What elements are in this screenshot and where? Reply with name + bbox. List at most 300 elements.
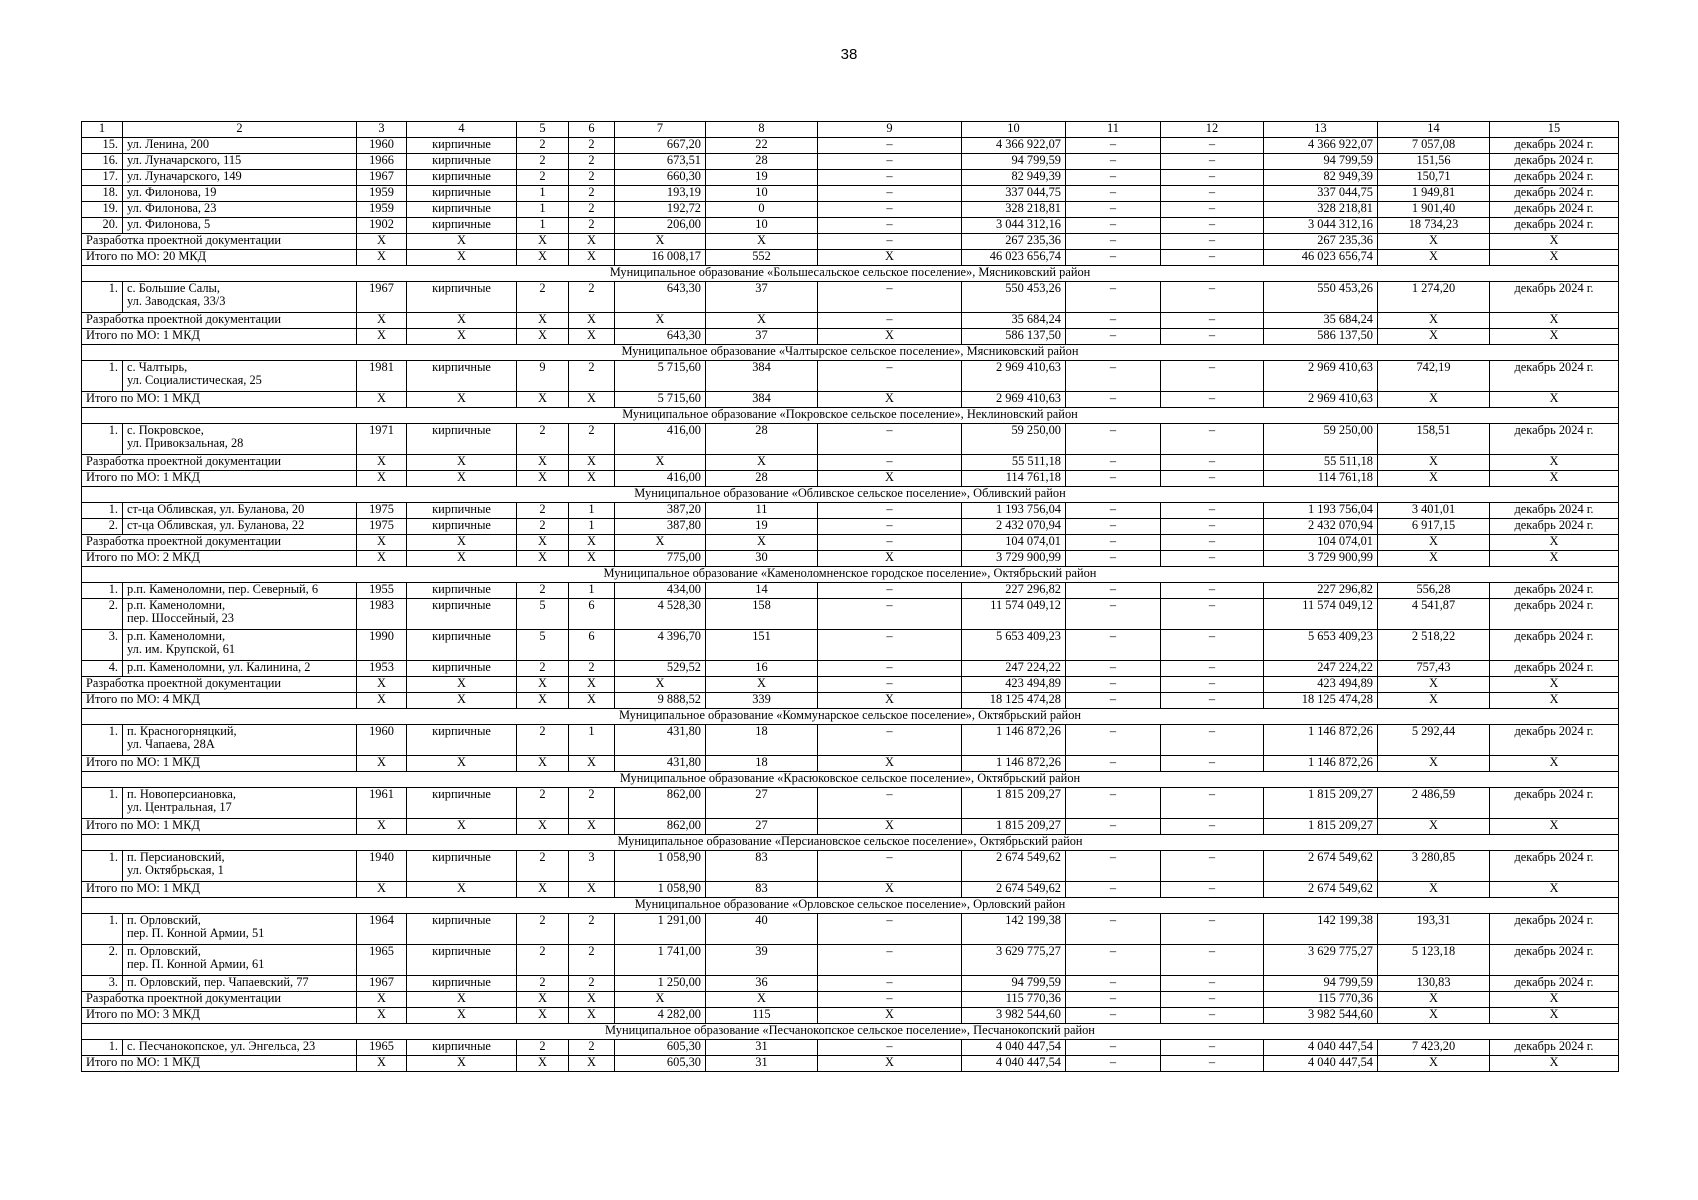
table-row	[82, 503, 1619, 519]
table-cell: декабрь 2024 г.	[1490, 218, 1619, 234]
summary-cell: 115 770,36	[962, 992, 1066, 1008]
table-cell: 1.	[82, 503, 123, 519]
table-cell: кирпичные	[407, 630, 517, 661]
table-cell: –	[818, 725, 962, 756]
table-cell: 1964	[357, 914, 407, 945]
column-number-cell: 12	[1161, 122, 1264, 138]
table-cell: 337 044,75	[1264, 186, 1378, 202]
table-cell: 643,30	[615, 282, 706, 313]
table-cell: 1953	[357, 661, 407, 677]
table-cell: 862,00	[615, 788, 706, 819]
summary-cell: X	[818, 250, 962, 266]
summary-cell: X	[1378, 992, 1490, 1008]
summary-cell: X	[569, 1008, 615, 1024]
summary-cell: 114 761,18	[1264, 471, 1378, 487]
summary-cell: 30	[706, 551, 818, 567]
table-cell: –	[1161, 851, 1264, 882]
address-cell: ул. Ленина, 200	[123, 138, 357, 154]
summary-cell: 4 040 447,54	[962, 1056, 1066, 1072]
summary-cell: 83	[706, 882, 818, 898]
summary-cell: X	[357, 234, 407, 250]
summary-cell: –	[818, 535, 962, 551]
summary-cell: X	[569, 992, 615, 1008]
table-cell: 1967	[357, 976, 407, 992]
summary-cell: X	[706, 535, 818, 551]
summary-cell: X	[569, 471, 615, 487]
table-cell: –	[1066, 503, 1161, 519]
summary-label: Итого по МО: 1 МКД	[82, 756, 357, 772]
table-cell: 83	[706, 851, 818, 882]
table-row	[82, 599, 1619, 630]
summary-cell: X	[1378, 819, 1490, 835]
table-cell: 387,80	[615, 519, 706, 535]
table-cell: –	[1161, 170, 1264, 186]
summary-cell: X	[517, 882, 569, 898]
table-cell: –	[1066, 583, 1161, 599]
table-cell: 1 193 756,04	[1264, 503, 1378, 519]
table-cell: 2 518,22	[1378, 630, 1490, 661]
address-cell: с. Большие Салы, ул. Заводская, 33/3	[123, 282, 357, 313]
address-cell: р.п. Каменоломни, пер. Северный, 6	[123, 583, 357, 599]
summary-cell: –	[1066, 329, 1161, 345]
summary-cell: X	[1378, 313, 1490, 329]
table-cell: 82 949,39	[962, 170, 1066, 186]
table-cell: 27	[706, 788, 818, 819]
table-row	[82, 630, 1619, 661]
address-cell: п. Новоперсиановка, ул. Центральная, 17	[123, 788, 357, 819]
table-cell: 2	[569, 138, 615, 154]
address-cell: с. Чалтырь, ул. Социалистическая, 25	[123, 361, 357, 392]
summary-cell: X	[569, 234, 615, 250]
data-table	[81, 121, 1619, 1072]
summary-cell: X	[357, 1008, 407, 1024]
summary-cell: 18	[706, 756, 818, 772]
table-cell: 3 044 312,16	[1264, 218, 1378, 234]
table-cell: 1 193 756,04	[962, 503, 1066, 519]
summary-cell: 27	[706, 819, 818, 835]
table-cell: кирпичные	[407, 1040, 517, 1056]
table-cell: кирпичные	[407, 218, 517, 234]
summary-row	[82, 693, 1619, 709]
summary-cell: –	[1066, 234, 1161, 250]
summary-cell: –	[1066, 455, 1161, 471]
table-cell: –	[1066, 851, 1161, 882]
table-cell: 22	[706, 138, 818, 154]
table-cell: –	[1066, 186, 1161, 202]
table-cell: кирпичные	[407, 788, 517, 819]
table-cell: 11 574 049,12	[1264, 599, 1378, 630]
summary-cell: 35 684,24	[962, 313, 1066, 329]
table-cell: 2 969 410,63	[1264, 361, 1378, 392]
table-cell: 94 799,59	[962, 154, 1066, 170]
summary-cell: –	[1066, 535, 1161, 551]
table-cell: 39	[706, 945, 818, 976]
table-cell: –	[1161, 976, 1264, 992]
summary-cell: 4 040 447,54	[1264, 1056, 1378, 1072]
summary-cell: X	[1378, 250, 1490, 266]
summary-cell: 2 969 410,63	[962, 392, 1066, 408]
summary-row	[82, 819, 1619, 835]
table-cell: 1 146 872,26	[962, 725, 1066, 756]
table-cell: 2	[517, 851, 569, 882]
table-cell: 328 218,81	[1264, 202, 1378, 218]
summary-cell: –	[1161, 329, 1264, 345]
summary-row	[82, 551, 1619, 567]
table-cell: 2 486,59	[1378, 788, 1490, 819]
table-cell: 2	[569, 361, 615, 392]
table-cell: 416,00	[615, 424, 706, 455]
table-cell: 5	[517, 599, 569, 630]
table-cell: –	[818, 851, 962, 882]
summary-label: Итого по МО: 3 МКД	[82, 1008, 357, 1024]
summary-cell: 31	[706, 1056, 818, 1072]
summary-row	[82, 392, 1619, 408]
table-cell: –	[1161, 503, 1264, 519]
table-cell: кирпичные	[407, 282, 517, 313]
table-cell: 3.	[82, 976, 123, 992]
table-cell: 384	[706, 361, 818, 392]
table-cell: кирпичные	[407, 851, 517, 882]
summary-cell: X	[407, 756, 517, 772]
summary-cell: 423 494,89	[1264, 677, 1378, 693]
table-cell: 2 969 410,63	[962, 361, 1066, 392]
table-cell: 1.	[82, 583, 123, 599]
summary-cell: –	[818, 313, 962, 329]
table-cell: декабрь 2024 г.	[1490, 976, 1619, 992]
table-cell: –	[1066, 661, 1161, 677]
summary-cell: –	[1066, 677, 1161, 693]
address-cell: п. Персиановский, ул. Октябрьская, 1	[123, 851, 357, 882]
table-cell: 3 629 775,27	[962, 945, 1066, 976]
summary-cell: X	[615, 677, 706, 693]
summary-cell: X	[569, 677, 615, 693]
table-cell: декабрь 2024 г.	[1490, 788, 1619, 819]
summary-cell: X	[569, 882, 615, 898]
table-cell: –	[818, 1040, 962, 1056]
table-cell: 2	[517, 170, 569, 186]
column-number-cell: 6	[569, 122, 615, 138]
table-cell: 10	[706, 186, 818, 202]
section-header-row	[82, 835, 1619, 851]
summary-cell: X	[569, 551, 615, 567]
summary-cell: X	[1378, 471, 1490, 487]
section-header-row	[82, 487, 1619, 503]
table-cell: 193,19	[615, 186, 706, 202]
table-cell: –	[818, 945, 962, 976]
summary-cell: 1 815 209,27	[962, 819, 1066, 835]
summary-cell: –	[818, 992, 962, 1008]
table-cell: 2 432 070,94	[962, 519, 1066, 535]
table-row	[82, 661, 1619, 677]
summary-cell: –	[1066, 250, 1161, 266]
section-title: Муниципальное образование «Чалтырское сельское поселение», Мясниковский район	[82, 345, 1619, 361]
summary-cell: X	[357, 677, 407, 693]
table-cell: 11	[706, 503, 818, 519]
table-cell: 40	[706, 914, 818, 945]
section-title: Муниципальное образование «Обливское сельское поселение», Обливский район	[82, 487, 1619, 503]
table-row	[82, 583, 1619, 599]
summary-cell: –	[1066, 313, 1161, 329]
summary-cell: –	[1161, 392, 1264, 408]
summary-cell: X	[818, 551, 962, 567]
summary-cell: 4 282,00	[615, 1008, 706, 1024]
section-title: Муниципальное образование «Каменоломненское городское поселение», Октябрьский район	[82, 567, 1619, 583]
column-number-cell: 7	[615, 122, 706, 138]
summary-cell: X	[1490, 471, 1619, 487]
table-cell: 1955	[357, 583, 407, 599]
table-cell: 2	[569, 914, 615, 945]
table-cell: 16.	[82, 154, 123, 170]
summary-cell: 1 815 209,27	[1264, 819, 1378, 835]
table-cell: 742,19	[1378, 361, 1490, 392]
summary-cell: X	[407, 677, 517, 693]
summary-cell: X	[1490, 455, 1619, 471]
summary-cell: 9 888,52	[615, 693, 706, 709]
summary-cell: X	[706, 992, 818, 1008]
table-cell: декабрь 2024 г.	[1490, 361, 1619, 392]
summary-cell: 3 982 544,60	[962, 1008, 1066, 1024]
table-cell: 431,80	[615, 725, 706, 756]
table-cell: –	[1161, 583, 1264, 599]
table-cell: –	[1161, 1040, 1264, 1056]
summary-cell: 586 137,50	[962, 329, 1066, 345]
table-cell: 1.	[82, 914, 123, 945]
address-cell: с. Покровское, ул. Привокзальная, 28	[123, 424, 357, 455]
table-cell: 9	[517, 361, 569, 392]
summary-cell: 862,00	[615, 819, 706, 835]
table-cell: кирпичные	[407, 583, 517, 599]
table-row	[82, 138, 1619, 154]
column-number-cell: 15	[1490, 122, 1619, 138]
address-cell: ул. Луначарского, 115	[123, 154, 357, 170]
table-cell: 1 901,40	[1378, 202, 1490, 218]
table-row	[82, 170, 1619, 186]
table-cell: 2	[517, 138, 569, 154]
table-cell: 757,43	[1378, 661, 1490, 677]
summary-cell: –	[1161, 882, 1264, 898]
table-cell: 550 453,26	[1264, 282, 1378, 313]
summary-cell: X	[407, 313, 517, 329]
table-cell: 2	[569, 202, 615, 218]
summary-cell: X	[357, 455, 407, 471]
table-cell: 0	[706, 202, 818, 218]
table-cell: –	[1161, 202, 1264, 218]
summary-cell: 55 511,18	[1264, 455, 1378, 471]
summary-cell: –	[1161, 313, 1264, 329]
table-cell: 19.	[82, 202, 123, 218]
table-row	[82, 186, 1619, 202]
table-cell: 19	[706, 170, 818, 186]
table-cell: 20.	[82, 218, 123, 234]
table-row	[82, 788, 1619, 819]
table-cell: декабрь 2024 г.	[1490, 282, 1619, 313]
summary-cell: X	[517, 756, 569, 772]
table-cell: –	[1161, 186, 1264, 202]
table-row	[82, 361, 1619, 392]
table-cell: 151	[706, 630, 818, 661]
table-cell: 1965	[357, 1040, 407, 1056]
summary-cell: 2 674 549,62	[962, 882, 1066, 898]
summary-cell: X	[1490, 1056, 1619, 1072]
table-body	[82, 122, 1619, 1072]
table-row	[82, 424, 1619, 455]
summary-row	[82, 250, 1619, 266]
summary-cell: X	[357, 992, 407, 1008]
summary-row	[82, 756, 1619, 772]
table-cell: кирпичные	[407, 361, 517, 392]
summary-row	[82, 882, 1619, 898]
table-cell: 1	[569, 519, 615, 535]
table-cell: 1 949,81	[1378, 186, 1490, 202]
table-cell: 5 653 409,23	[962, 630, 1066, 661]
table-cell: 2.	[82, 945, 123, 976]
summary-label: Итого по МО: 2 МКД	[82, 551, 357, 567]
table-cell: 2.	[82, 519, 123, 535]
table-cell: декабрь 2024 г.	[1490, 170, 1619, 186]
summary-cell: 586 137,50	[1264, 329, 1378, 345]
summary-cell: –	[1161, 819, 1264, 835]
summary-label: Итого по МО: 4 МКД	[82, 693, 357, 709]
summary-cell: X	[1490, 819, 1619, 835]
table-cell: –	[818, 154, 962, 170]
table-row	[82, 218, 1619, 234]
table-cell: 37	[706, 282, 818, 313]
summary-label: Итого по МО: 20 МКД	[82, 250, 357, 266]
table-cell: 2	[569, 976, 615, 992]
page-number: 38	[840, 46, 858, 63]
section-header-row	[82, 567, 1619, 583]
table-cell: декабрь 2024 г.	[1490, 1040, 1619, 1056]
section-header-row	[82, 709, 1619, 725]
summary-cell: X	[357, 1056, 407, 1072]
summary-cell: X	[1490, 392, 1619, 408]
table-cell: 4 541,87	[1378, 599, 1490, 630]
table-cell: кирпичные	[407, 202, 517, 218]
table-cell: 3 044 312,16	[962, 218, 1066, 234]
table-row	[82, 1040, 1619, 1056]
table-row	[82, 725, 1619, 756]
summary-cell: 1 146 872,26	[962, 756, 1066, 772]
table-cell: 5 123,18	[1378, 945, 1490, 976]
address-cell: с. Песчанокопское, ул. Энгельса, 23	[123, 1040, 357, 1056]
summary-cell: X	[517, 250, 569, 266]
summary-cell: 115	[706, 1008, 818, 1024]
section-header-row	[82, 772, 1619, 788]
table-cell: –	[818, 661, 962, 677]
summary-cell: X	[1490, 535, 1619, 551]
summary-cell: 775,00	[615, 551, 706, 567]
summary-cell: –	[1066, 1056, 1161, 1072]
table-cell: –	[1066, 599, 1161, 630]
section-header-row	[82, 266, 1619, 282]
table-cell: 3 629 775,27	[1264, 945, 1378, 976]
summary-cell: X	[818, 882, 962, 898]
section-title: Муниципальное образование «Красюковское сельское поселение», Октябрьский район	[82, 772, 1619, 788]
summary-cell: X	[517, 471, 569, 487]
table-cell: –	[1066, 1040, 1161, 1056]
table-cell: –	[1161, 282, 1264, 313]
table-cell: –	[1161, 519, 1264, 535]
table-cell: 4 396,70	[615, 630, 706, 661]
table-cell: 31	[706, 1040, 818, 1056]
table-cell: кирпичные	[407, 138, 517, 154]
table-cell: декабрь 2024 г.	[1490, 154, 1619, 170]
summary-cell: X	[818, 1056, 962, 1072]
table-cell: 1983	[357, 599, 407, 630]
summary-cell: X	[407, 1056, 517, 1072]
summary-cell: X	[569, 250, 615, 266]
table-cell: 4 528,30	[615, 599, 706, 630]
summary-cell: 115 770,36	[1264, 992, 1378, 1008]
table-cell: –	[818, 282, 962, 313]
table-cell: 14	[706, 583, 818, 599]
table-cell: 6 917,15	[1378, 519, 1490, 535]
table-cell: 247 224,22	[962, 661, 1066, 677]
address-cell: р.п. Каменоломни, ул. Калинина, 2	[123, 661, 357, 677]
column-number-cell: 14	[1378, 122, 1490, 138]
table-cell: кирпичные	[407, 945, 517, 976]
table-cell: 2	[517, 661, 569, 677]
address-cell: ст-ца Обливская, ул. Буланова, 22	[123, 519, 357, 535]
table-cell: 1 815 209,27	[1264, 788, 1378, 819]
summary-cell: 28	[706, 471, 818, 487]
summary-cell: X	[569, 756, 615, 772]
summary-cell: 2 969 410,63	[1264, 392, 1378, 408]
table-cell: 1 146 872,26	[1264, 725, 1378, 756]
address-cell: р.п. Каменоломни, ул. им. Крупской, 61	[123, 630, 357, 661]
summary-cell: X	[517, 535, 569, 551]
summary-cell: X	[1490, 329, 1619, 345]
table-cell: 1.	[82, 1040, 123, 1056]
table-cell: –	[818, 170, 962, 186]
table-cell: 1967	[357, 282, 407, 313]
table-cell: 1	[517, 186, 569, 202]
table-cell: 2 674 549,62	[962, 851, 1066, 882]
address-cell: п. Красногорняцкий, ул. Чапаева, 28А	[123, 725, 357, 756]
table-cell: 150,71	[1378, 170, 1490, 186]
summary-label: Итого по МО: 1 МКД	[82, 1056, 357, 1072]
table-cell: 206,00	[615, 218, 706, 234]
summary-cell: 643,30	[615, 329, 706, 345]
summary-cell: 605,30	[615, 1056, 706, 1072]
summary-cell: –	[1161, 992, 1264, 1008]
summary-cell: X	[407, 250, 517, 266]
summary-row	[82, 455, 1619, 471]
table-cell: 550 453,26	[962, 282, 1066, 313]
table-cell: 2	[517, 519, 569, 535]
summary-cell: 3 729 900,99	[1264, 551, 1378, 567]
table-cell: 2	[569, 282, 615, 313]
table-cell: 328 218,81	[962, 202, 1066, 218]
table-cell: 1 815 209,27	[962, 788, 1066, 819]
table-row	[82, 519, 1619, 535]
summary-cell: X	[407, 819, 517, 835]
summary-cell: 267 235,36	[1264, 234, 1378, 250]
summary-cell: X	[615, 313, 706, 329]
summary-cell: X	[407, 1008, 517, 1024]
summary-cell: X	[569, 392, 615, 408]
table-cell: 2	[569, 661, 615, 677]
summary-cell: X	[357, 392, 407, 408]
table-cell: 1.	[82, 851, 123, 882]
table-cell: 2	[517, 583, 569, 599]
table-cell: 94 799,59	[1264, 976, 1378, 992]
table-cell: 2	[569, 218, 615, 234]
summary-cell: 104 074,01	[1264, 535, 1378, 551]
table-cell: 1 741,00	[615, 945, 706, 976]
summary-cell: 35 684,24	[1264, 313, 1378, 329]
table-cell: 1959	[357, 186, 407, 202]
